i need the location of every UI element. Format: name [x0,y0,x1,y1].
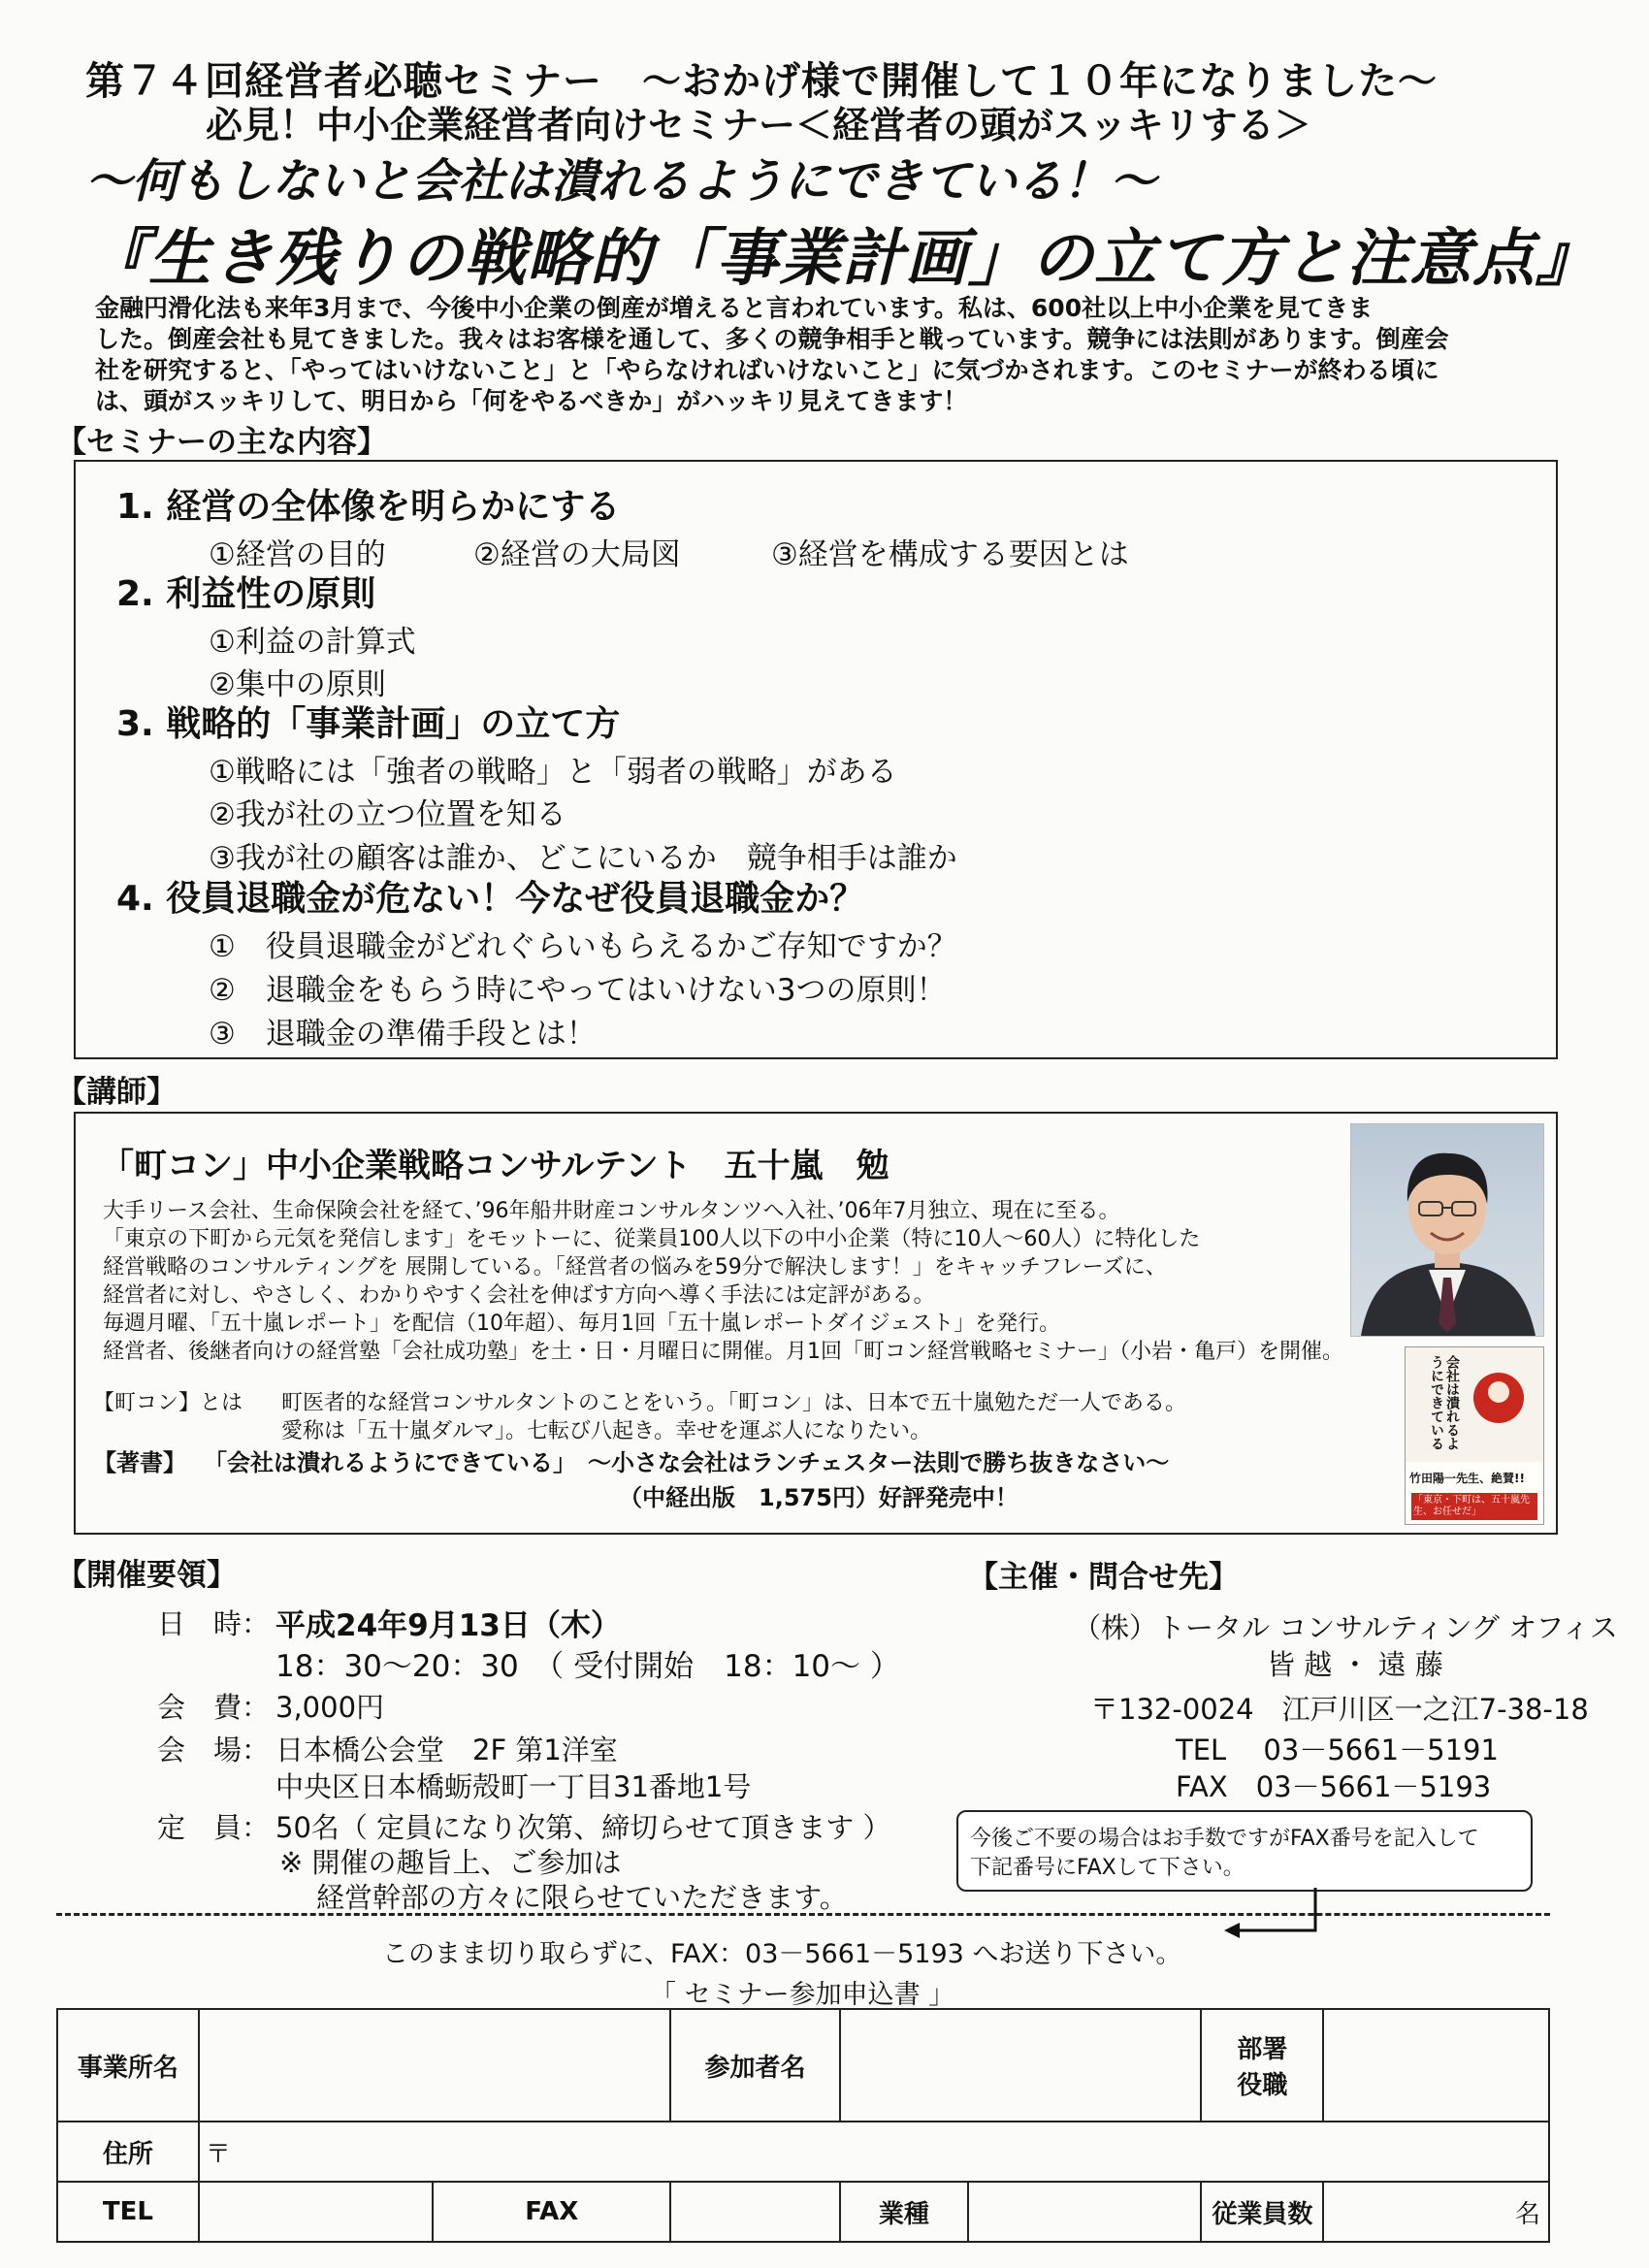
intro-line: 社を研究すると、「やってはいけないこと」と「やらなければいけないこと」に気づかされます。このセミナーが終わる頃に [95,356,1439,384]
event-venue: 日本橋公会堂 2F 第1洋室 [275,1733,618,1766]
section-1-title: 1. 経営の全体像を明らかにする [116,487,621,527]
organizer-address: 〒132-0024 江戸川区一之江7-38-18 [1090,1693,1589,1726]
optout-line: 下記番号にFAXして下さい。 [970,1856,1245,1880]
section-3-title: 3. 戦略的「事業計画」の立て方 [116,704,621,744]
participant-name-field[interactable] [840,2009,1202,2122]
bio-line: 経営者に対し、やさしく、わかりやすく会社を伸ばす方向へ導く手法には定評がある。 [103,1283,935,1308]
form-title: 「 セミナー参加申込書 」 [650,1980,955,2010]
organizer-tel: TEL 03－5661－5191 [1176,1733,1499,1766]
section-3-item: ①戦略には「強者の戦略」と「弱者の戦略」がある [209,755,897,790]
address-label: 住所 [57,2122,199,2182]
bio-line: 経営戦略のコンサルティングを 展開している。「経営者の悩みを59分で解決します！」をキャッチフレーズに、 [103,1255,1167,1280]
book-line-2: （中経出版 1,575円）好評発売中！ [619,1484,1018,1511]
intro-line: した。倒産会社も見てきました。我々はお客様を通して、多くの競争相手と戦っています。競争には法則があります。倒産会 [95,325,1449,353]
event-date: 平成24年9月13日（木） [275,1608,621,1643]
optout-note-box [956,1810,1533,1892]
instructor-section-label: 【講師】 [56,1075,177,1110]
section-4-item: ② 退職金をもらう時にやってはいけない3つの原則！ [209,973,947,1008]
event-note: ※ 開催の趣旨上、ご参加は [279,1846,622,1879]
organizer-section-label: 【主催・問合せ先】 [968,1560,1239,1595]
intro-line: 金融円滑化法も来年3月まで、今後中小企業の倒産が増えると言われています。私は、600社以上中小企業を見てきま [95,294,1374,322]
book-line-1: 「会社は潰れるようにできている」 ～小さな会社はランチェスター法則で勝ち抜きなさい～ [204,1449,1170,1476]
tel-field[interactable] [199,2182,434,2242]
seminar-title-line1: 第７４回経営者必聴セミナー ～おかげ様で開催して１０年になりました～ [85,59,1438,104]
participant-name-label: 参加者名 [670,2009,840,2122]
section-2-item: ②集中の原則 [209,667,386,702]
office-name-label: 事業所名 [57,2009,199,2122]
section-3-item: ③我が社の顧客は誰か、どこにいるか 競争相手は誰か [209,841,957,876]
instructor-photo [1350,1123,1544,1337]
event-capacity: 50名（ 定員になり次第、締切らせて頂きます ） [275,1811,891,1844]
section-4-title: 4. 役員退職金が危ない！今なぜ役員退職金か？ [116,879,865,919]
content-section-label: 【セミナーの主な内容】 [56,425,387,460]
employees-field[interactable] [1323,2182,1549,2242]
machikon-label: 【町コン】とは [93,1391,243,1415]
book-label: 【著書】 [93,1449,186,1476]
position-label: 役職 [1237,2071,1288,2100]
fax-instruction-text: このまま切り取らずに、FAX：03－5661－5193 へお送り下さい。 [382,1939,1182,1969]
seminar-title-line2: 必見！中小企業経営者向けセミナー＜経営者の頭がスッキリする＞ [206,104,1311,146]
section-2-title: 2. 利益性の原則 [116,574,376,614]
event-section-label: 【開催要領】 [56,1558,237,1593]
event-fee: 3,000円 [275,1691,385,1724]
organizer-company: （株）トータル コンサルティング オフィス [1073,1611,1618,1644]
dept-label: 部署 [1237,2035,1288,2064]
optout-line: 今後ご不要の場合はお手数ですがFAX番号を記入して [970,1827,1479,1851]
address-field[interactable] [199,2122,1549,2182]
intro-line: は、頭がスッキリして、明日から「何をやるべきか」がハッキリ見えてきます！ [95,387,968,415]
intro-paragraph [95,293,1550,417]
department-position-field[interactable] [1323,2009,1549,2122]
industry-label: 業種 [841,2183,969,2241]
fax-field[interactable] [670,2182,840,2242]
bio-line: 「東京の下町から元気を発信します」をモットーに、従業員100人以下の中小企業（特に10人～60人）に特化した [103,1227,1201,1251]
venue-label: 会 場： [157,1733,271,1766]
section-4-item: ③ 退職金の準備手段とは！ [209,1017,597,1052]
instructor-bio [103,1197,1343,1366]
section-2-item: ①利益の計算式 [209,625,416,660]
instructor-title: 「町コン」中小企業戦略コンサルテント 五十嵐 勉 [101,1147,889,1185]
arrow-icon [1222,1888,1329,1956]
event-time: 18：30～20：30 （ 受付開始 18：10～ ） [275,1649,900,1684]
seminar-main-title: 『生き残りの戦略的「事業計画」の立て方と注意点』 [85,223,1599,295]
fax-label: FAX [433,2182,670,2242]
book-cover-quote: 「東京・下町は、五十嵐先生、お任せだ」 [1413,1495,1530,1517]
organizer-fax: FAX 03－5661－5193 [1176,1770,1492,1803]
machikon-line: 愛称は「五十嵐ダルマ」。七転び八起き。幸せを運ぶ人になりたい。 [281,1419,932,1443]
employees-unit: 名 [1514,2199,1540,2229]
event-venue-address: 中央区日本橋蛎殻町一丁目31番地1号 [275,1770,752,1803]
capacity-label: 定 員： [157,1811,271,1844]
employees-label: 従業員数 [1201,2182,1323,2242]
department-position-label [1201,2009,1323,2122]
industry-field[interactable] [969,2183,1201,2241]
bio-line: 大手リース会社、生命保険会社を経て、’96年船井財産コンサルタンツへ入社、’06年7月独立、現在に至る。 [103,1199,1120,1223]
section-3-item: ②我が社の立つ位置を知る [209,797,566,832]
seminar-tagline: ～何もしないと会社は潰れるようにできている！～ [85,154,1157,209]
book-cover-blurb: 竹田陽一先生、絶賛!! [1409,1472,1525,1485]
application-form [56,2008,1550,2243]
book-cover-title: 会社は潰れるようにできている [1429,1355,1460,1450]
tel-label: TEL [57,2182,199,2242]
section-1-item: ②経営の大局図 [473,537,681,572]
fax-instruction [382,1932,1181,1970]
organizer-names: 皆 越 ・ 遠 藤 [1267,1648,1443,1681]
event-note: 経営幹部の方々に限らせていただきます。 [316,1881,848,1914]
bio-line: 経営者、後継者向けの経営塾「会社成功塾」を土・日・月曜日に開催。月1回「町コン経営戦略セミナー」（小岩・亀戸）を開催。 [103,1340,1344,1364]
portrait-illustration [1351,1124,1543,1336]
fee-label: 会 費： [157,1691,271,1724]
cut-line [56,1913,1550,1916]
section-1-item: ③経営を構成する要因とは [771,537,1129,572]
office-name-field[interactable] [199,2009,670,2122]
section-1-item: ①経営の目的 [209,537,386,572]
date-label: 日 時： [157,1607,271,1640]
bio-line: 毎週月曜、「五十嵐レポート」を配信（10年超）、毎月1回「五十嵐レポートダイジェスト」を発行。 [103,1312,1061,1336]
machikon-line: 町医者的な経営コンサルタントのことをいう。「町コン」は、日本で五十嵐勉ただ一人である。 [281,1391,1187,1415]
section-4-item: ① 役員退職金がどれぐらいもらえるかご存知ですか？ [209,929,957,964]
postal-mark: 〒 [205,2139,231,2169]
book-cover-image [1405,1346,1544,1525]
industry-cell [840,2182,1202,2242]
